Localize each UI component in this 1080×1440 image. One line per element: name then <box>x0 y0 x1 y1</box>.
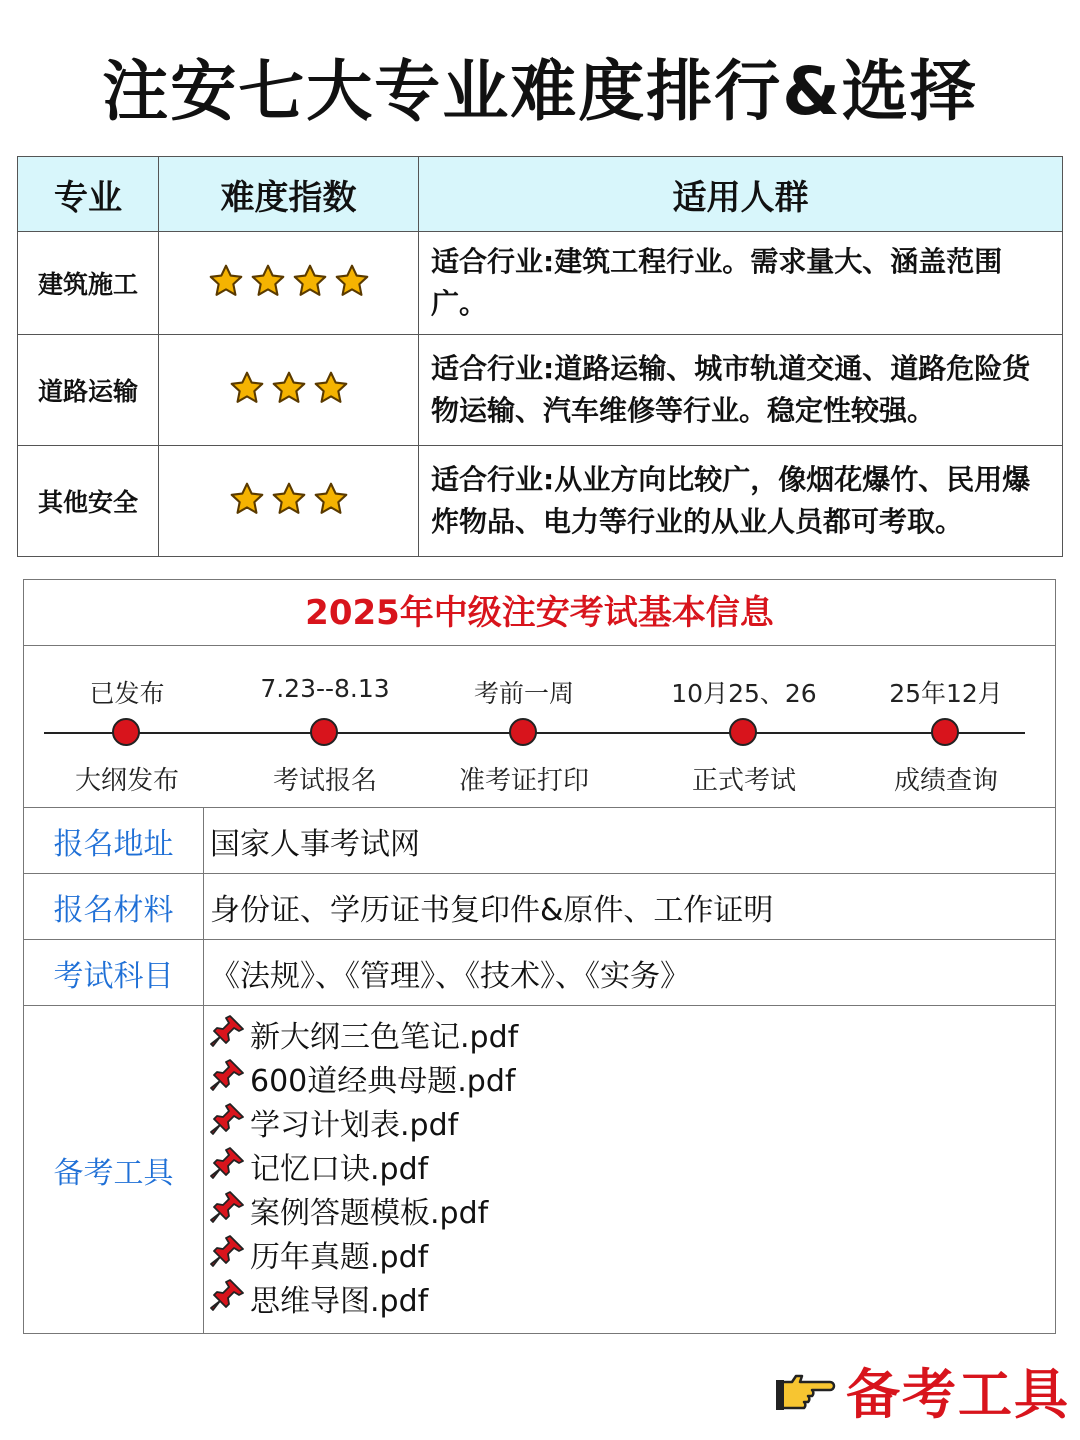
exam-info-title: 2025年中级注安考试基本信息 <box>24 580 1055 646</box>
table-row <box>18 446 1063 557</box>
info-label: 报名材料 <box>24 874 204 939</box>
ranking-table <box>17 156 1063 557</box>
tool-filename: 学习计划表.pdf <box>250 1107 459 1143</box>
timeline-dot <box>112 718 140 746</box>
header-difficulty: 难度指数 <box>159 157 419 232</box>
timeline-dot <box>310 718 338 746</box>
list-item[interactable] <box>210 1236 428 1280</box>
pushpin-icon <box>210 1013 250 1062</box>
timeline-dot <box>729 718 757 746</box>
timeline-dot <box>931 718 959 746</box>
footer-text: 备考工具 <box>846 1362 1070 1426</box>
pushpin-icon <box>210 1277 250 1326</box>
audience-desc: 适合行业:建筑工程行业。需求量大、涵盖范围广。 <box>419 232 1063 335</box>
list-item[interactable] <box>210 1016 518 1060</box>
major-name: 道路运输 <box>18 335 159 446</box>
timeline-dot <box>509 718 537 746</box>
timeline-event: 考试报名 <box>272 766 377 796</box>
list-item[interactable] <box>210 1060 515 1104</box>
audience-desc: 适合行业:道路运输、城市轨道交通、道路危险货物运输、汽车维修等行业。稳定性较强。 <box>419 335 1063 446</box>
star-icon <box>334 263 370 299</box>
timeline-event: 成绩查询 <box>893 766 998 796</box>
ranking-header-row <box>18 157 1063 232</box>
timeline-event: 准考证打印 <box>458 766 589 796</box>
exam-timeline <box>24 646 1055 808</box>
footer-callout[interactable] <box>774 1355 1070 1425</box>
star-icon <box>313 370 349 406</box>
info-value: 《法规》、《管理》、《技术》、《实务》 <box>210 958 690 994</box>
major-name: 建筑施工 <box>18 232 159 335</box>
pushpin-icon <box>210 1101 250 1150</box>
timeline-event: 大纲发布 <box>74 766 179 796</box>
tool-filename: 案例答题模板.pdf <box>250 1195 489 1231</box>
timeline-event: 正式考试 <box>691 766 796 796</box>
tool-filename: 思维导图.pdf <box>250 1283 429 1319</box>
tool-filename: 600道经典母题.pdf <box>250 1063 516 1099</box>
pushpin-icon <box>210 1189 250 1238</box>
star-icon <box>250 263 286 299</box>
timeline-date: 10月25、26 <box>671 679 817 708</box>
difficulty-stars <box>159 335 419 446</box>
pushpin-icon <box>210 1145 250 1194</box>
info-row-subjects <box>24 940 1055 1006</box>
pushpin-icon <box>210 1233 250 1282</box>
star-icon <box>292 263 328 299</box>
table-row <box>18 335 1063 446</box>
list-item[interactable] <box>210 1104 458 1148</box>
difficulty-stars <box>159 446 419 557</box>
star-icon <box>229 370 265 406</box>
info-label: 备考工具 <box>24 1006 204 1333</box>
info-row-tools <box>24 1006 1055 1333</box>
exam-info-box <box>23 579 1056 1334</box>
info-row-materials <box>24 874 1055 940</box>
tool-filename: 新大纲三色笔记.pdf <box>250 1019 519 1055</box>
timeline-date: 已发布 <box>89 679 165 708</box>
star-icon <box>271 481 307 517</box>
tool-filename: 历年真题.pdf <box>250 1239 429 1275</box>
info-value: 身份证、学历证书复印件&原件、工作证明 <box>210 892 774 928</box>
pushpin-icon <box>210 1057 250 1106</box>
difficulty-stars <box>159 232 419 335</box>
info-label: 考试科目 <box>24 940 204 1005</box>
star-icon <box>208 263 244 299</box>
info-row-address <box>24 808 1055 874</box>
major-name: 其他安全 <box>18 446 159 557</box>
list-item[interactable] <box>210 1148 428 1192</box>
tool-filename: 记忆口诀.pdf <box>250 1151 429 1187</box>
page-title: 注安七大专业难度排行&选择 <box>102 53 978 130</box>
list-item[interactable] <box>210 1280 428 1324</box>
timeline-date: 7.23--8.13 <box>260 674 390 703</box>
star-icon <box>313 481 349 517</box>
header-audience: 适用人群 <box>419 157 1063 232</box>
info-value: 国家人事考试网 <box>210 826 420 862</box>
table-row <box>18 232 1063 335</box>
timeline-date: 25年12月 <box>889 679 1003 708</box>
tools-list <box>210 1006 1055 1333</box>
header-major: 专业 <box>18 157 159 232</box>
star-icon <box>271 370 307 406</box>
timeline-date: 考前一周 <box>473 679 574 708</box>
star-icon <box>229 481 265 517</box>
list-item[interactable] <box>210 1192 488 1236</box>
audience-desc: 适合行业:从业方向比较广，像烟花爆竹、民用爆炸物品、电力等行业的从业人员都可考取。 <box>419 446 1063 557</box>
pointing-hand-icon <box>774 1368 836 1412</box>
info-label: 报名地址 <box>24 808 204 873</box>
